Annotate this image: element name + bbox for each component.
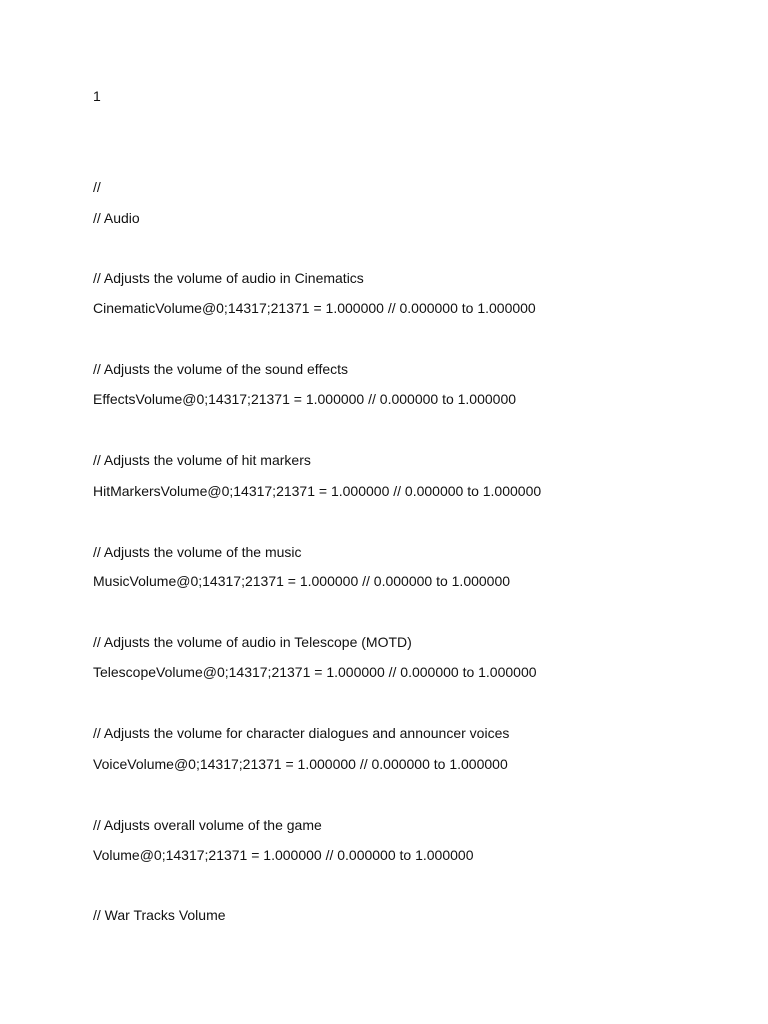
comment-line: // Adjusts the volume of audio in Telescope (MOTD) (93, 634, 412, 650)
comment-line: // War Tracks Volume (93, 907, 226, 923)
setting-line: HitMarkersVolume@0;14317;21371 = 1.000000 // 0.000000 to 1.000000 (93, 483, 542, 499)
section-heading-audio: // Audio (93, 210, 140, 226)
page-number: 1 (93, 88, 101, 104)
setting-line: Volume@0;14317;21371 = 1.000000 // 0.000000 to 1.000000 (93, 847, 474, 863)
setting-line: EffectsVolume@0;14317;21371 = 1.000000 // 0.000000 to 1.000000 (93, 391, 517, 407)
comment-line: // Adjusts the volume of the sound effects (93, 361, 349, 377)
comment-line: // Adjusts the volume of audio in Cinematics (93, 270, 364, 286)
setting-line: TelescopeVolume@0;14317;21371 = 1.000000 // 0.000000 to 1.000000 (93, 664, 537, 680)
setting-line: VoiceVolume@0;14317;21371 = 1.000000 // 0.000000 to 1.000000 (93, 756, 508, 772)
comment-line: // Adjusts the volume for character dialogues and announcer voices (93, 725, 510, 741)
comment-line: // Adjusts the volume of hit markers (93, 452, 311, 468)
comment-line: // (93, 179, 101, 195)
setting-line: CinematicVolume@0;14317;21371 = 1.000000 // 0.000000 to 1.000000 (93, 300, 536, 316)
comment-line: // Adjusts the volume of the music (93, 544, 302, 560)
comment-line: // Adjusts overall volume of the game (93, 817, 322, 833)
setting-line: MusicVolume@0;14317;21371 = 1.000000 // 0.000000 to 1.000000 (93, 573, 511, 589)
